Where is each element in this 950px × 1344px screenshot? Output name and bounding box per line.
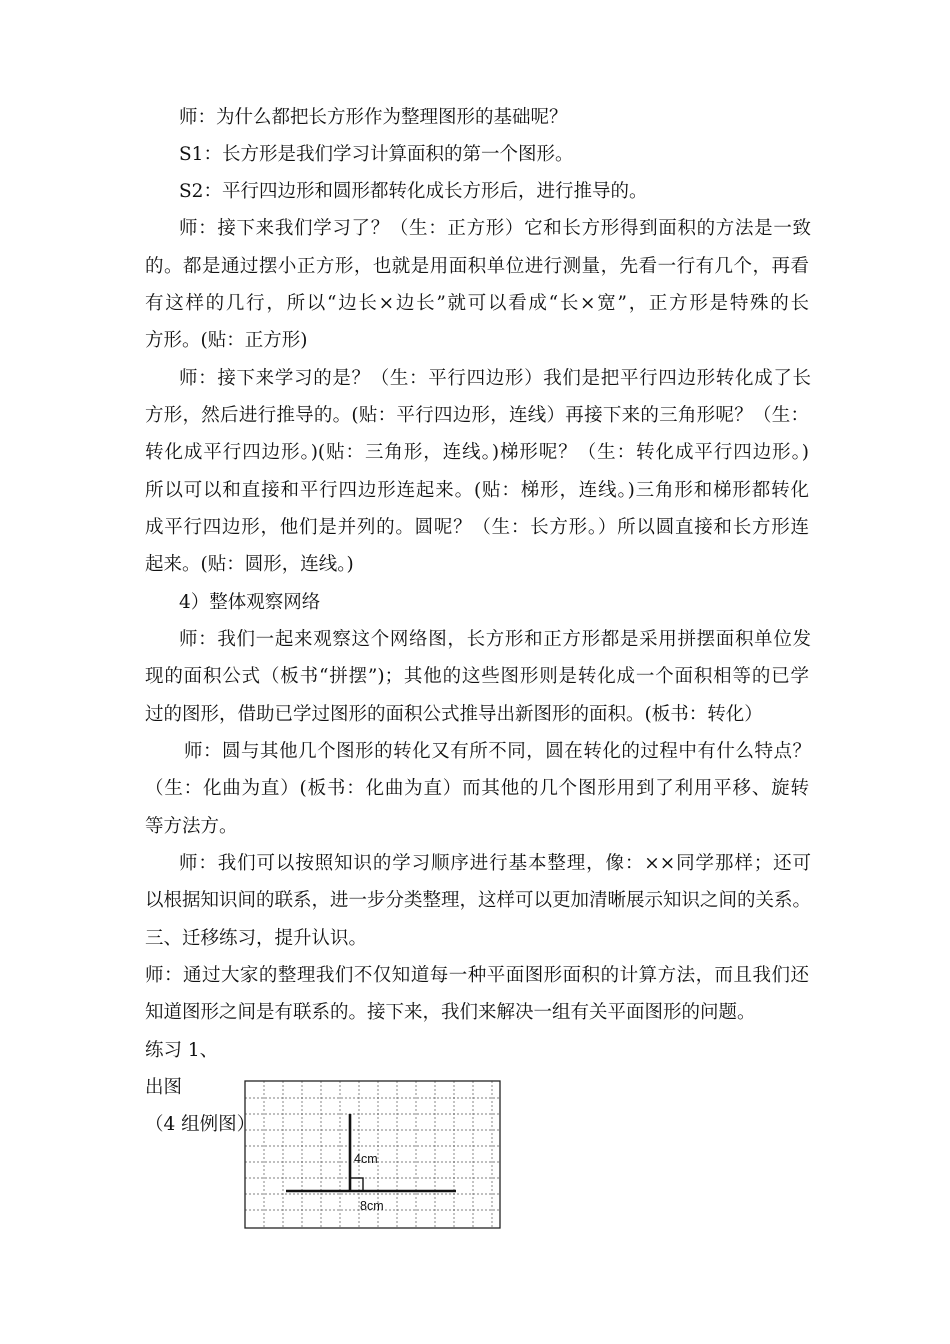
right-angle-marker bbox=[350, 1178, 363, 1191]
grid-figure bbox=[244, 1080, 502, 1230]
figure-caption: 出图 bbox=[145, 1077, 183, 1098]
paragraph-line: 师：接下来我们学习了？（生：正方形）它和长方形得到面积的方法是一致 bbox=[179, 218, 811, 239]
paragraph-line: 师：接下来学习的是？（生：平行四边形）我们是把平行四边形转化成了长 bbox=[179, 368, 811, 389]
paragraph-line: 转化成平行四边形。)(贴：三角形，连线。)梯形呢？（生：转化成平行四边形。) bbox=[145, 442, 809, 463]
paragraph-line: 所以可以和直接和平行四边形连起来。(贴：梯形，连线。)三角形和梯形都转化 bbox=[145, 480, 809, 501]
paragraph-line: 师：通过大家的整理我们不仅知道每一种平面图形面积的计算方法，而且我们还 bbox=[145, 965, 809, 986]
paragraph-line: （生：化曲为直）(板书：化曲为直）而其他的几个图形用到了利用平移、旋转 bbox=[145, 778, 809, 799]
exercise-label: 练习 1、 bbox=[145, 1040, 219, 1061]
paragraph-line: 师：我们可以按照知识的学习顺序进行基本整理，像：××同学那样；还可 bbox=[179, 853, 811, 874]
paragraph-line: 成平行四边形，他们是并列的。圆呢？（生：长方形。）所以圆直接和长方形连 bbox=[145, 517, 809, 538]
paragraph-line: 以根据知识间的联系，进一步分类整理，这样可以更加清晰展示知识之间的关系。 bbox=[145, 890, 812, 911]
paragraph-line: 师：我们一起来观察这个网络图，长方形和正方形都是采用拼摆面积单位发 bbox=[179, 629, 811, 650]
paragraph-line: 知道图形之间是有联系的。接下来，我们来解决一组有关平面图形的问题。 bbox=[145, 1002, 756, 1023]
section-subheading: 4）整体观察网络 bbox=[179, 592, 321, 613]
grid-diagram bbox=[244, 1080, 502, 1230]
paragraph-line: 现的面积公式（板书“拼摆”)；其他的这些图形则是转化成一个面积相等的已学 bbox=[145, 666, 809, 687]
paragraph-line: 师：为什么都把长方形作为整理图形的基础呢？ bbox=[179, 107, 568, 128]
paragraph-line: 方形，然后进行推导的。(贴：平行四边形，连线）再接下来的三角形呢？（生： bbox=[145, 405, 809, 426]
figure-caption-note: （4 组例图） bbox=[145, 1114, 256, 1135]
paragraph-line: 有这样的几行，所以“边长×边长”就可以看成“长×宽”，正方形是特殊的长 bbox=[145, 293, 809, 314]
paragraph-line: 的。都是通过摆小正方形，也就是用面积单位进行测量，先看一行有几个，再看 bbox=[145, 256, 809, 277]
paragraph-line: 起来。(贴：圆形，连线。) bbox=[145, 554, 354, 575]
height-label: 4cm bbox=[354, 1152, 378, 1166]
paragraph-line: S1：长方形是我们学习计算面积的第一个图形。 bbox=[179, 144, 574, 165]
section-heading: 三、迁移练习，提升认识。 bbox=[145, 928, 368, 949]
base-label: 8cm bbox=[360, 1199, 384, 1213]
paragraph-line: 方形。(贴：正方形) bbox=[145, 330, 308, 351]
paragraph-line: S2：平行四边形和圆形都转化成长方形后，进行推导的。 bbox=[179, 181, 648, 202]
paragraph-line: 等方法方。 bbox=[145, 816, 238, 837]
paragraph-line: 过的图形，借助已学过图形的面积公式推导出新图形的面积。(板书：转化） bbox=[145, 704, 763, 725]
paragraph-line: 师：圆与其他几个图形的转化又有所不同，圆在转化的过程中有什么特点？ bbox=[184, 741, 811, 762]
